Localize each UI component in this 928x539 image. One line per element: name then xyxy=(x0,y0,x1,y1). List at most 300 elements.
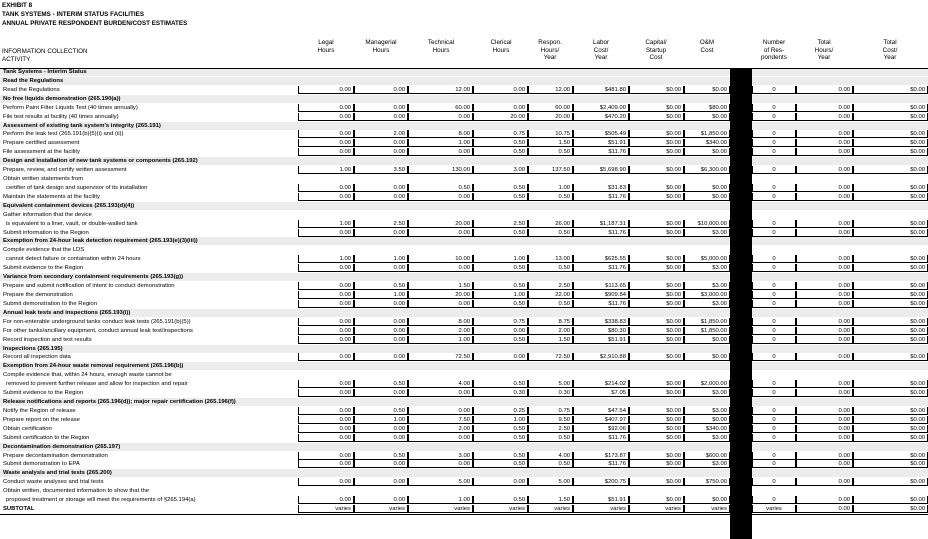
value-cell-6: varies xyxy=(629,505,684,513)
value-cell-6: $0.00 xyxy=(629,336,684,344)
value-cell-4: 8.75 xyxy=(528,318,573,326)
value-cell-5: $11.76 xyxy=(573,460,629,468)
value-cell-8: 0 xyxy=(752,282,796,290)
value-cell-0: 0.00 xyxy=(298,452,354,460)
table-row xyxy=(0,425,928,433)
activity-label: Prepare report on the release xyxy=(3,416,80,423)
activity-label: Submit information to the Region xyxy=(3,229,89,236)
activity-header-line1: INFORMATION COLLECTION xyxy=(2,48,88,55)
value-cell-2: 8.00 xyxy=(408,318,473,326)
value-cell-3: 0.50 xyxy=(473,148,528,156)
value-cell-10: $0.00 xyxy=(853,353,928,361)
activity-label: Obtain written statements from xyxy=(3,176,84,183)
value-cell-0: varies xyxy=(298,505,354,513)
value-cell-4: 13.00 xyxy=(528,255,573,263)
section-header-row xyxy=(0,122,928,130)
value-cell-5: $625.55 xyxy=(573,255,629,263)
activity-label: Perform the leak test (265.191(b)(5)(i) and (ii)) xyxy=(3,131,124,138)
value-cell-0: 0.00 xyxy=(298,229,354,237)
table-row xyxy=(0,416,928,424)
value-cell-0: 0.00 xyxy=(298,86,354,94)
value-cell-8: 0 xyxy=(752,113,796,121)
value-cell-3: 0.50 xyxy=(473,300,528,308)
value-cell-9: 0.00 xyxy=(796,130,853,138)
activity-header-line2: ACTIVITY xyxy=(2,56,31,63)
value-cell-8: 0 xyxy=(752,496,796,504)
value-cell-5: $51.91 xyxy=(573,139,629,147)
activity-label: Submit evidence to the Region xyxy=(3,390,84,397)
value-cell-3: 0.50 xyxy=(473,460,528,468)
value-cell-8: 0 xyxy=(752,434,796,442)
value-cell-4: 0.30 xyxy=(528,389,573,397)
value-cell-7: $6,300.00 xyxy=(684,166,730,174)
value-cell-0: 0.00 xyxy=(298,327,354,335)
table-row xyxy=(0,434,928,442)
value-cell-0: 0.00 xyxy=(298,318,354,326)
table-row xyxy=(0,478,928,486)
value-cell-1: 0.00 xyxy=(354,300,408,308)
activity-label: No free liquids demonstration (265.190(a)) xyxy=(3,95,121,102)
value-cell-2: 0.00 xyxy=(408,148,473,156)
table-row xyxy=(0,148,928,156)
value-cell-8: 0 xyxy=(752,104,796,112)
exhibit-title: TANK SYSTEMS - INTERIM STATUS FACILITIES xyxy=(2,11,145,18)
value-cell-2: 20.00 xyxy=(408,220,473,228)
value-cell-6: $0.00 xyxy=(629,353,684,361)
value-cell-3: 0.00 xyxy=(473,327,528,335)
value-cell-7: $0.00 xyxy=(684,184,730,192)
section-header-row xyxy=(0,95,928,103)
value-cell-4: 9.50 xyxy=(528,416,573,424)
value-cell-1: 0.00 xyxy=(354,148,408,156)
value-cell-1: 1.00 xyxy=(354,291,408,299)
value-cell-7: $5,000.00 xyxy=(684,255,730,263)
value-cell-2: 2.00 xyxy=(408,425,473,433)
exhibit-subtitle: ANNUAL PRIVATE RESPONDENT BURDEN/COST ESTIMATES xyxy=(2,20,188,27)
activity-label: Maintain the statements at the facility xyxy=(3,193,100,200)
activity-label: Conduct waste analyses and trial tests xyxy=(3,479,104,486)
activity-label: Exemption from 24-hour waste removal requirement (265.196(b)) xyxy=(3,363,184,370)
table-row xyxy=(0,282,928,290)
value-cell-7: $0.00 xyxy=(684,353,730,361)
value-cell-7: $3.00 xyxy=(684,229,730,237)
value-cell-9: 0.00 xyxy=(796,264,853,272)
value-cell-5: $51.91 xyxy=(573,496,629,504)
value-cell-5: $113.65 xyxy=(573,282,629,290)
value-cell-10: $0.00 xyxy=(853,452,928,460)
value-cell-2: 0.00 xyxy=(408,264,473,272)
table-row xyxy=(0,327,928,335)
section-header-row xyxy=(0,202,928,210)
value-cell-4: 0.50 xyxy=(528,148,573,156)
value-cell-8: 0 xyxy=(752,139,796,147)
value-cell-3: 0.00 xyxy=(473,86,528,94)
table-row xyxy=(0,460,928,468)
activity-label: Tank Systems - Interim Status xyxy=(3,69,87,75)
value-cell-1: 0.00 xyxy=(354,353,408,361)
activity-label: Record inspection and test results xyxy=(3,336,92,343)
table-row xyxy=(0,264,928,272)
value-cell-9: 0.00 xyxy=(796,380,853,388)
value-cell-6: $0.00 xyxy=(629,86,684,94)
value-cell-3: 2.50 xyxy=(473,220,528,228)
value-cell-4: 72.50 xyxy=(528,353,573,361)
value-cell-0: 0.00 xyxy=(298,130,354,138)
value-cell-1: 0.00 xyxy=(354,264,408,272)
value-cell-6: $0.00 xyxy=(629,282,684,290)
value-cell-9: 0.00 xyxy=(796,139,853,147)
value-cell-1: 1.00 xyxy=(354,255,408,263)
table-row xyxy=(0,113,928,121)
activity-label: Submit demonstration to the Region xyxy=(3,300,97,307)
value-cell-2: 2.00 xyxy=(408,327,473,335)
value-cell-8: 0 xyxy=(752,327,796,335)
value-cell-2: 130.00 xyxy=(408,166,473,174)
value-cell-9: 0.00 xyxy=(796,104,853,112)
value-cell-8: 0 xyxy=(752,407,796,415)
value-cell-8: varies xyxy=(752,505,796,513)
value-cell-10: $0.00 xyxy=(853,460,928,468)
activity-label: Assessment of existing tank system's integrity (265.191) xyxy=(3,122,161,129)
activity-label: removed to prevent further release and allow for inspection and repair xyxy=(6,381,188,388)
column-header-8: Number of Res- pondents xyxy=(761,39,787,61)
value-cell-4: 1.50 xyxy=(528,336,573,344)
value-cell-0: 0.00 xyxy=(298,425,354,433)
value-cell-7: $3.00 xyxy=(684,264,730,272)
value-cell-5: $31.83 xyxy=(573,184,629,192)
value-cell-9: 0.00 xyxy=(796,184,853,192)
value-cell-4: 60.00 xyxy=(528,104,573,112)
value-cell-6: $0.00 xyxy=(629,166,684,174)
value-cell-7: $3.00 xyxy=(684,282,730,290)
value-cell-3: 1.00 xyxy=(473,255,528,263)
activity-label: Record all inspection data xyxy=(3,354,71,361)
table-row xyxy=(0,139,928,147)
value-cell-8: 0 xyxy=(752,291,796,299)
value-cell-3: 0.75 xyxy=(473,318,528,326)
value-cell-5: $470.20 xyxy=(573,113,629,121)
section-header-row xyxy=(0,77,928,85)
value-cell-7: $3.00 xyxy=(684,434,730,442)
table-row xyxy=(0,220,928,228)
activity-label: Release notifications and reports (265.196(d)); major repair certification (265.196(f)) xyxy=(3,399,236,406)
value-cell-0: 1.00 xyxy=(298,255,354,263)
activity-label: Prepare certified assessment xyxy=(3,140,80,147)
value-cell-3: 0.00 xyxy=(473,353,528,361)
table-row xyxy=(0,452,928,460)
value-cell-3: 0.50 xyxy=(473,193,528,201)
value-cell-0: 0.00 xyxy=(298,104,354,112)
value-cell-5: $407.97 xyxy=(573,416,629,424)
section-header-row xyxy=(0,362,928,370)
activity-label: Annual leak tests and inspections (265.193(i)) xyxy=(3,309,131,316)
value-cell-5: $505.49 xyxy=(573,130,629,138)
value-cell-1: 0.00 xyxy=(354,327,408,335)
value-cell-5: $481.80 xyxy=(573,86,629,94)
value-cell-1: 0.00 xyxy=(354,113,408,121)
value-cell-1: 0.00 xyxy=(354,184,408,192)
activity-label: Prepare decontamination demonstration xyxy=(3,452,108,459)
activity-label: Read the Regulations xyxy=(3,86,60,93)
table-row xyxy=(0,318,928,326)
value-cell-9: 0.00 xyxy=(796,291,853,299)
value-cell-6: $0.00 xyxy=(629,113,684,121)
value-cell-10: $0.00 xyxy=(853,505,928,513)
value-cell-2: 3.00 xyxy=(408,452,473,460)
value-cell-6: $0.00 xyxy=(629,380,684,388)
activity-label: Read the Regulations xyxy=(3,77,64,84)
value-cell-10: $0.00 xyxy=(853,496,928,504)
value-cell-10: $0.00 xyxy=(853,104,928,112)
table-row xyxy=(0,130,928,138)
value-cell-2: 10.00 xyxy=(408,255,473,263)
value-cell-2: 5.00 xyxy=(408,478,473,486)
table-row xyxy=(0,86,928,94)
value-cell-10: $0.00 xyxy=(853,139,928,147)
value-cell-1: 0.50 xyxy=(354,380,408,388)
value-cell-5: $2,409.00 xyxy=(573,104,629,112)
value-cell-8: 0 xyxy=(752,300,796,308)
value-cell-8: 0 xyxy=(752,460,796,468)
activity-label: Design and installation of new tank systems or components (265.192) xyxy=(3,158,198,165)
activity-label: Submit demonstration to EPA xyxy=(3,461,80,468)
value-cell-5: $11.76 xyxy=(573,300,629,308)
table-row xyxy=(0,353,928,361)
value-cell-1: 2.50 xyxy=(354,220,408,228)
value-cell-9: 0.00 xyxy=(796,193,853,201)
value-cell-10: $0.00 xyxy=(853,193,928,201)
activity-label: certifier of tank design and supervisor of its installation xyxy=(6,184,148,191)
value-cell-9: 0.00 xyxy=(796,86,853,94)
value-cell-9: 0.00 xyxy=(796,113,853,121)
table-row xyxy=(0,246,928,254)
value-cell-4: 1.50 xyxy=(528,496,573,504)
value-cell-9: 0.00 xyxy=(796,220,853,228)
value-cell-1: 2.00 xyxy=(354,130,408,138)
table-row xyxy=(0,175,928,183)
value-cell-4: 20.00 xyxy=(528,113,573,121)
value-cell-10: $0.00 xyxy=(853,255,928,263)
value-cell-10: $0.00 xyxy=(853,318,928,326)
column-header-9: Total Hours/ Year xyxy=(814,39,834,61)
value-cell-2: 20.00 xyxy=(408,291,473,299)
value-cell-7: $3.00 xyxy=(684,460,730,468)
value-cell-8: 0 xyxy=(752,318,796,326)
value-cell-1: varies xyxy=(354,505,408,513)
value-cell-3: 0.50 xyxy=(473,139,528,147)
activity-label: Decontamination demonstration (265.197) xyxy=(3,443,121,450)
value-cell-2: 1.00 xyxy=(408,139,473,147)
value-cell-4: 22.00 xyxy=(528,291,573,299)
value-cell-1: 0.00 xyxy=(354,460,408,468)
activity-label: Perform Paint Filter Liquids Test (40 times annually) xyxy=(3,104,138,111)
activity-label: Equivalent containment devices (265.193(d)(4)) xyxy=(3,202,135,209)
value-cell-7: $80.00 xyxy=(684,104,730,112)
value-cell-2: 0.00 xyxy=(408,193,473,201)
value-cell-2: 12.00 xyxy=(408,86,473,94)
value-cell-10: $0.00 xyxy=(853,229,928,237)
value-cell-2: 8.00 xyxy=(408,130,473,138)
table-row xyxy=(0,193,928,201)
value-cell-10: $0.00 xyxy=(853,478,928,486)
value-cell-0: 0.00 xyxy=(298,184,354,192)
section-header-row xyxy=(0,68,928,76)
activity-label: File assessment at the facility xyxy=(3,149,80,156)
value-cell-2: 0.00 xyxy=(408,300,473,308)
value-cell-8: 0 xyxy=(752,220,796,228)
value-cell-3: 0.30 xyxy=(473,389,528,397)
column-header-10: Total Cost/ Year xyxy=(882,39,898,61)
value-cell-6: $0.00 xyxy=(629,148,684,156)
value-cell-6: $0.00 xyxy=(629,478,684,486)
value-cell-2: 0.00 xyxy=(408,229,473,237)
value-cell-3: 0.50 xyxy=(473,264,528,272)
value-cell-3: 0.00 xyxy=(473,104,528,112)
column-header-0: Legal Hours xyxy=(317,39,335,54)
value-cell-10: $0.00 xyxy=(853,184,928,192)
value-cell-2: 4.00 xyxy=(408,380,473,388)
value-cell-3: 0.50 xyxy=(473,336,528,344)
value-cell-0: 0.00 xyxy=(298,291,354,299)
activity-label: Compile evidence that, within 24 hours, enough waste cannot be xyxy=(3,372,172,379)
value-cell-1: 0.00 xyxy=(354,478,408,486)
value-cell-5: $5,698.90 xyxy=(573,166,629,174)
value-cell-7: $750.00 xyxy=(684,478,730,486)
value-cell-7: varies xyxy=(684,505,730,513)
value-cell-0: 0.00 xyxy=(298,478,354,486)
value-cell-8: 0 xyxy=(752,148,796,156)
value-cell-5: $11.76 xyxy=(573,148,629,156)
value-cell-7: $1,850.00 xyxy=(684,318,730,326)
value-cell-4: 1.00 xyxy=(528,184,573,192)
value-cell-0: 0.00 xyxy=(298,264,354,272)
value-cell-10: $0.00 xyxy=(853,220,928,228)
value-cell-2: 0.00 xyxy=(408,113,473,121)
activity-label: Notify the Region of release xyxy=(3,407,76,414)
value-cell-10: $0.00 xyxy=(853,434,928,442)
value-cell-9: 0.00 xyxy=(796,229,853,237)
value-cell-3: 0.50 xyxy=(473,184,528,192)
activity-label: Prepare and submit notification of intent to conduct demonstration xyxy=(3,283,175,290)
value-cell-9: 0.00 xyxy=(796,478,853,486)
value-cell-7: $3,000.00 xyxy=(684,291,730,299)
value-cell-4: 137.50 xyxy=(528,166,573,174)
value-cell-8: 0 xyxy=(752,264,796,272)
activity-label: Obtain certification xyxy=(3,425,52,432)
table-row xyxy=(0,184,928,192)
value-cell-4: 5.00 xyxy=(528,478,573,486)
value-cell-5: $2,910.88 xyxy=(573,353,629,361)
value-cell-0: 1.00 xyxy=(298,220,354,228)
value-cell-0: 0.00 xyxy=(298,353,354,361)
exhibit-number: EXHIBIT 8 xyxy=(2,2,33,9)
value-cell-4: 0.50 xyxy=(528,229,573,237)
value-cell-8: 0 xyxy=(752,255,796,263)
value-cell-5: $51.91 xyxy=(573,336,629,344)
table-bottom-rule xyxy=(0,514,928,515)
value-cell-0: 1.00 xyxy=(298,166,354,174)
value-cell-6: $0.00 xyxy=(629,184,684,192)
value-cell-1: 0.50 xyxy=(354,407,408,415)
activity-label: File test results at facility (40 times annually) xyxy=(3,113,119,120)
activity-label: Inspections (265.195) xyxy=(3,345,63,352)
value-cell-7: $0.00 xyxy=(684,416,730,424)
column-header-4: Respon. Hours/ Year xyxy=(538,39,562,61)
value-cell-10: $0.00 xyxy=(853,282,928,290)
value-cell-7: $1,850.00 xyxy=(684,327,730,335)
value-cell-6: $0.00 xyxy=(629,389,684,397)
value-cell-4: 12.00 xyxy=(528,86,573,94)
table-row xyxy=(0,300,928,308)
value-cell-6: $0.00 xyxy=(629,193,684,201)
value-cell-7: $0.00 xyxy=(684,336,730,344)
value-cell-8: 0 xyxy=(752,353,796,361)
value-cell-8: 0 xyxy=(752,336,796,344)
value-cell-6: $0.00 xyxy=(629,300,684,308)
value-cell-9: 0.00 xyxy=(796,389,853,397)
value-cell-3: 0.25 xyxy=(473,407,528,415)
value-cell-6: $0.00 xyxy=(629,425,684,433)
activity-label: Prepare the demonstration xyxy=(3,292,73,298)
value-cell-6: $0.00 xyxy=(629,327,684,335)
subtotal-row xyxy=(0,505,928,513)
value-cell-8: 0 xyxy=(752,389,796,397)
value-cell-3: 0.50 xyxy=(473,434,528,442)
value-cell-2: 1.00 xyxy=(408,496,473,504)
activity-label: is equivalent to a liner, vault, or double-walled tank xyxy=(6,220,138,227)
table-row xyxy=(0,211,928,219)
column-header-3: Clerical Hours xyxy=(490,39,512,54)
value-cell-8: 0 xyxy=(752,184,796,192)
column-header-2: Technical Hours xyxy=(427,39,455,54)
value-cell-10: $0.00 xyxy=(853,148,928,156)
table-row xyxy=(0,371,928,379)
value-cell-4: 0.75 xyxy=(528,407,573,415)
value-cell-7: $0.00 xyxy=(684,86,730,94)
value-cell-2: 72.50 xyxy=(408,353,473,361)
value-cell-7: $0.00 xyxy=(684,148,730,156)
value-cell-10: $0.00 xyxy=(853,327,928,335)
value-cell-5: $200.75 xyxy=(573,478,629,486)
value-cell-1: 0.00 xyxy=(354,389,408,397)
value-cell-9: 0.00 xyxy=(796,300,853,308)
value-cell-10: $0.00 xyxy=(853,336,928,344)
value-cell-4: 0.50 xyxy=(528,193,573,201)
column-header-6: Capital/ Startup Cost xyxy=(645,39,667,61)
value-cell-3: 0.50 xyxy=(473,282,528,290)
value-cell-7: $0.00 xyxy=(684,193,730,201)
value-cell-0: 0.00 xyxy=(298,282,354,290)
value-cell-5: $47.54 xyxy=(573,407,629,415)
value-cell-3: 0.50 xyxy=(473,496,528,504)
value-cell-5: $11.76 xyxy=(573,193,629,201)
value-cell-9: 0.00 xyxy=(796,452,853,460)
section-header-row xyxy=(0,237,928,245)
value-cell-2: 0.00 xyxy=(408,434,473,442)
value-cell-0: 0.00 xyxy=(298,434,354,442)
value-cell-8: 0 xyxy=(752,380,796,388)
value-cell-6: $0.00 xyxy=(629,130,684,138)
value-cell-4: 0.50 xyxy=(528,300,573,308)
value-cell-3: 1.00 xyxy=(473,291,528,299)
value-cell-7: $2,000.00 xyxy=(684,380,730,388)
activity-label: Submit evidence to the Region xyxy=(3,265,84,272)
value-cell-4: 26.00 xyxy=(528,220,573,228)
value-cell-5: $173.87 xyxy=(573,452,629,460)
value-cell-0: 0.00 xyxy=(298,193,354,201)
value-cell-8: 0 xyxy=(752,193,796,201)
value-cell-5: $214.02 xyxy=(573,380,629,388)
